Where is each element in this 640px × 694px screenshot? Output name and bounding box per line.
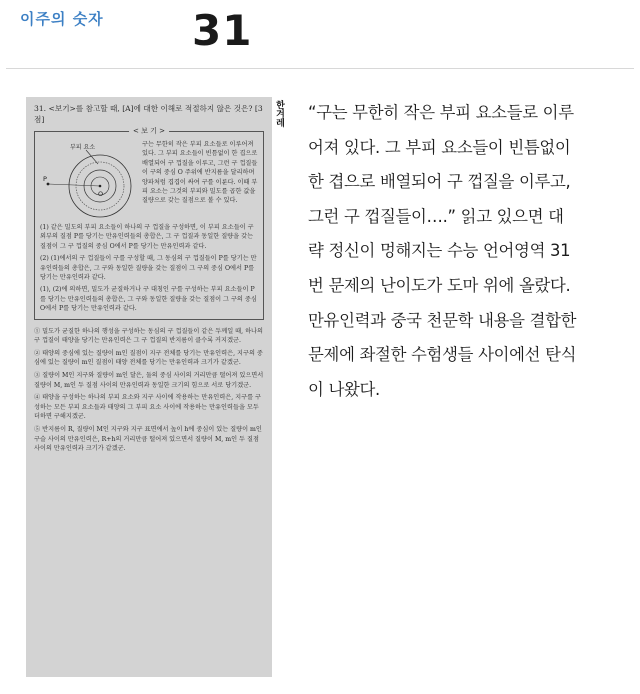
- article-line: 한 겹으로 배열되어 구 껍질을 이루고,: [308, 172, 571, 192]
- article-line: 번 문제의 난이도가 도마 위에 올랐다.: [308, 275, 571, 295]
- section-label: 이주의 숫자: [20, 10, 104, 28]
- bogi-box: [34, 127, 264, 320]
- bogi-figure-row: [40, 140, 258, 220]
- article-line: 만유인력과 중국 천문학 내용을 결합한: [308, 310, 577, 330]
- article-line: 략 정신이 멍해지는 수능 언어영역 31: [308, 241, 571, 261]
- sphere-diagram: [40, 140, 138, 220]
- answer-choice: ⑤ 반지름이 R, 질량이 M인 지구와 지구 표면에서 높이 h에 중심이 있는 질량이 m인 구슬 사이의 만유인력은, R+h의 거리만큼 떨어져 있으면서 질량이 M, m인 두 질점 사이의 만유인력과 크기가 같겠군.: [34, 426, 262, 453]
- article-line: 문제에 좌절한 수험생들 사이에선 탄식: [308, 345, 577, 365]
- answer-choice: ④ 태양을 구성하는 하나의 부피 요소와 지구 사이에 작용하는 만유인력은, 지구를 구성하는 모든 부피 요소들과 태양의 그 부피 요소 사이에 작용하는 만유인력들을 모두 더하면 구해지겠군.: [34, 394, 262, 421]
- answer-choice: ③ 질량이 M인 지구와 질량이 m인 달은, 둘의 중심 사이의 거리만큼 떨어져 있으면서 질량이 M, m인 두 질점 사이의 만유인력과 동일한 크기의 힘으로 서로 당기겠군.: [34, 372, 264, 389]
- article-line: 그런 구 껍질들이….” 읽고 있으면 대: [308, 206, 564, 226]
- question-heading: 31. <보기>를 참고할 때, [A]에 대한 이해로 적절하지 않은 것은? [3점]: [34, 104, 263, 124]
- article-line: 이 나왔다.: [308, 379, 380, 399]
- answer-choice: ① 밀도가 균질한 하나의 행성을 구성하는 동심의 구 껍질들이 같은 두께일 때, 하나의 구 껍질이 태양을 당기는 만유인력은 그 구 껍질의 반지름이 클수록 커지겠군.: [34, 327, 263, 345]
- answer-choices: [34, 327, 264, 454]
- bogi-item: (1) 같은 밀도의 부피 요소들이 하나의 구 껍질을 구성하면, 이 부피 요소들이 구 외부의 질점 P를 당기는 만유인력들의 총합은, 그 구 껍질과 동일한 질량을 갖는 질점이 그 구 껍질의 중심 O에서 P를 당기는 만유인력과 같다.: [40, 224, 254, 250]
- article-body: [308, 96, 634, 407]
- bogi-title: < 보 기 >: [129, 126, 169, 136]
- figure-label-o: O: [98, 190, 104, 198]
- article-line: 어져 있다. 그 부피 요소들이 빈틈없이: [308, 137, 571, 157]
- bogi-item: (1), (2)에 의하면, 밀도가 균질하거나 구 대칭인 구를 구성하는 부피 요소들이 P를 당기는 만유인력들의 총합은, 그 구와 동일한 질량을 갖는 질점이 그 구의 중심 O에서 P를 당기는 만유인력과 같다.: [40, 286, 257, 313]
- bogi-item: (2) (1)에서의 구 껍질들이 구를 구성할 때, 그 동심의 구 껍질들이 P를 당기는 만유인력들의 총합은, 그 구와 동일한 질량을 갖는 질점이 그 구의 중심 O에서 P를 당기는 만유인력과 같다.: [40, 255, 257, 282]
- exam-scan: [26, 97, 272, 677]
- photo-credit: 한겨레: [274, 100, 284, 127]
- figure-label-element: 부피 요소: [70, 144, 96, 151]
- header-divider: [6, 68, 634, 69]
- answer-choice: ② 태양의 중심에 있는 질량이 m인 질점이 지구 전체를 당기는 만유인력은, 지구의 중심에 있는 질량이 m인 질점이 태양 전체를 당기는 만유인력과 크기가 같겠군.: [34, 349, 263, 367]
- bogi-intro: 구는 무한히 작은 부피 요소들로 이루어져 있다. 그 부피 요소들이 빈틈없이 한 겹으로 배열되어 구 껍질을 이루고, 그런 구 껍질들이 구의 중심 O 주위에 반지름을 달리하며 양파처럼 겹겹이 싸여 구를 이룬다. 이때 부피 요소는 그것의 부피와 밀도를 곱한 값을 질량으로 갖는 질점으로 볼 수 있다.: [142, 141, 258, 205]
- featured-number: 31: [192, 6, 253, 55]
- article-line: “구는 무한히 작은 부피 요소들로 이루: [308, 103, 574, 122]
- bogi-body: [40, 223, 258, 314]
- figure-label-p: P: [43, 175, 47, 183]
